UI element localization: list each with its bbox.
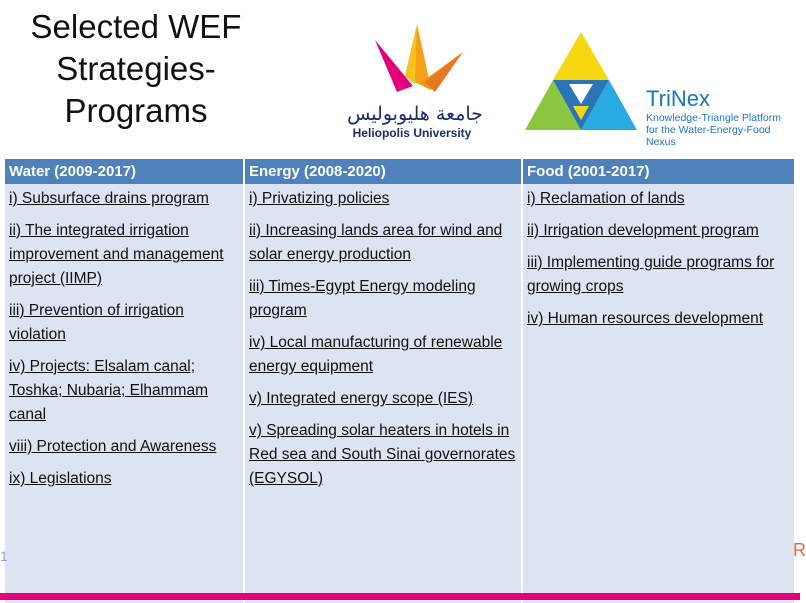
food-program-item: iii) Implementing guide programs for growing crops xyxy=(527,254,775,295)
energy-program-item: ii) Increasing lands area for wind and solar energy production xyxy=(249,222,503,263)
water-column-header: Water (2009-2017) xyxy=(5,159,244,184)
trinex-subtitle-line-1: Knowledge-Triangle Platform xyxy=(646,112,782,124)
trinex-subtitle xyxy=(646,112,796,148)
table-row xyxy=(5,184,794,603)
trinex-name: TriNex xyxy=(646,86,710,111)
slide-title: Selected WEF Strategies- Programs xyxy=(30,8,242,129)
bottom-accent-bar xyxy=(0,593,800,600)
trinex-logo xyxy=(525,30,637,134)
food-program-item: i) Reclamation of lands xyxy=(527,190,685,207)
heliopolis-arabic-text: جامعة هليوبوليس xyxy=(347,103,483,125)
right-edge-glyph: R xyxy=(793,540,806,560)
heliopolis-university-name: Heliopolis University xyxy=(352,126,472,140)
water-program-item: iii) Prevention of irrigation violation xyxy=(9,302,184,343)
energy-column-header: Energy (2008-2020) xyxy=(244,159,522,184)
water-program-item: viii) Protection and Awareness xyxy=(9,438,217,455)
left-edge-glyph: 1 xyxy=(0,548,8,564)
water-program-item: ix) Legislations xyxy=(9,470,112,487)
energy-program-item: iv) Local manufacturing of renewable energy equipment xyxy=(249,334,503,375)
food-program-item: iv) Human resources development xyxy=(527,310,764,327)
food-program-item: ii) Irrigation development program xyxy=(527,222,759,239)
table-header-row xyxy=(5,159,794,184)
water-programs-cell xyxy=(5,184,244,603)
energy-program-item: v) Spreading solar heaters in hotels in Red sea and South Sinai governorates (EGYSOL) xyxy=(249,422,516,487)
food-programs-cell xyxy=(522,184,794,603)
food-column-header: Food (2001-2017) xyxy=(522,159,794,184)
energy-programs-cell xyxy=(244,184,522,603)
energy-program-item: i) Privatizing policies xyxy=(249,190,390,207)
water-program-item: iv) Projects: Elsalam canal; Toshka; Nubaria; Elhammam canal xyxy=(9,358,208,423)
wef-strategies-table xyxy=(5,159,794,603)
water-program-item: i) Subsurface drains program xyxy=(9,190,209,207)
trinex-subtitle-line-2: for the Water-Energy-Food Nexus xyxy=(646,124,771,148)
water-program-item: ii) The integrated irrigation improvement and management project (IIMP) xyxy=(9,222,224,287)
energy-program-item: iii) Times-Egypt Energy modeling program xyxy=(249,278,476,319)
energy-program-item: v) Integrated energy scope (IES) xyxy=(249,390,474,407)
